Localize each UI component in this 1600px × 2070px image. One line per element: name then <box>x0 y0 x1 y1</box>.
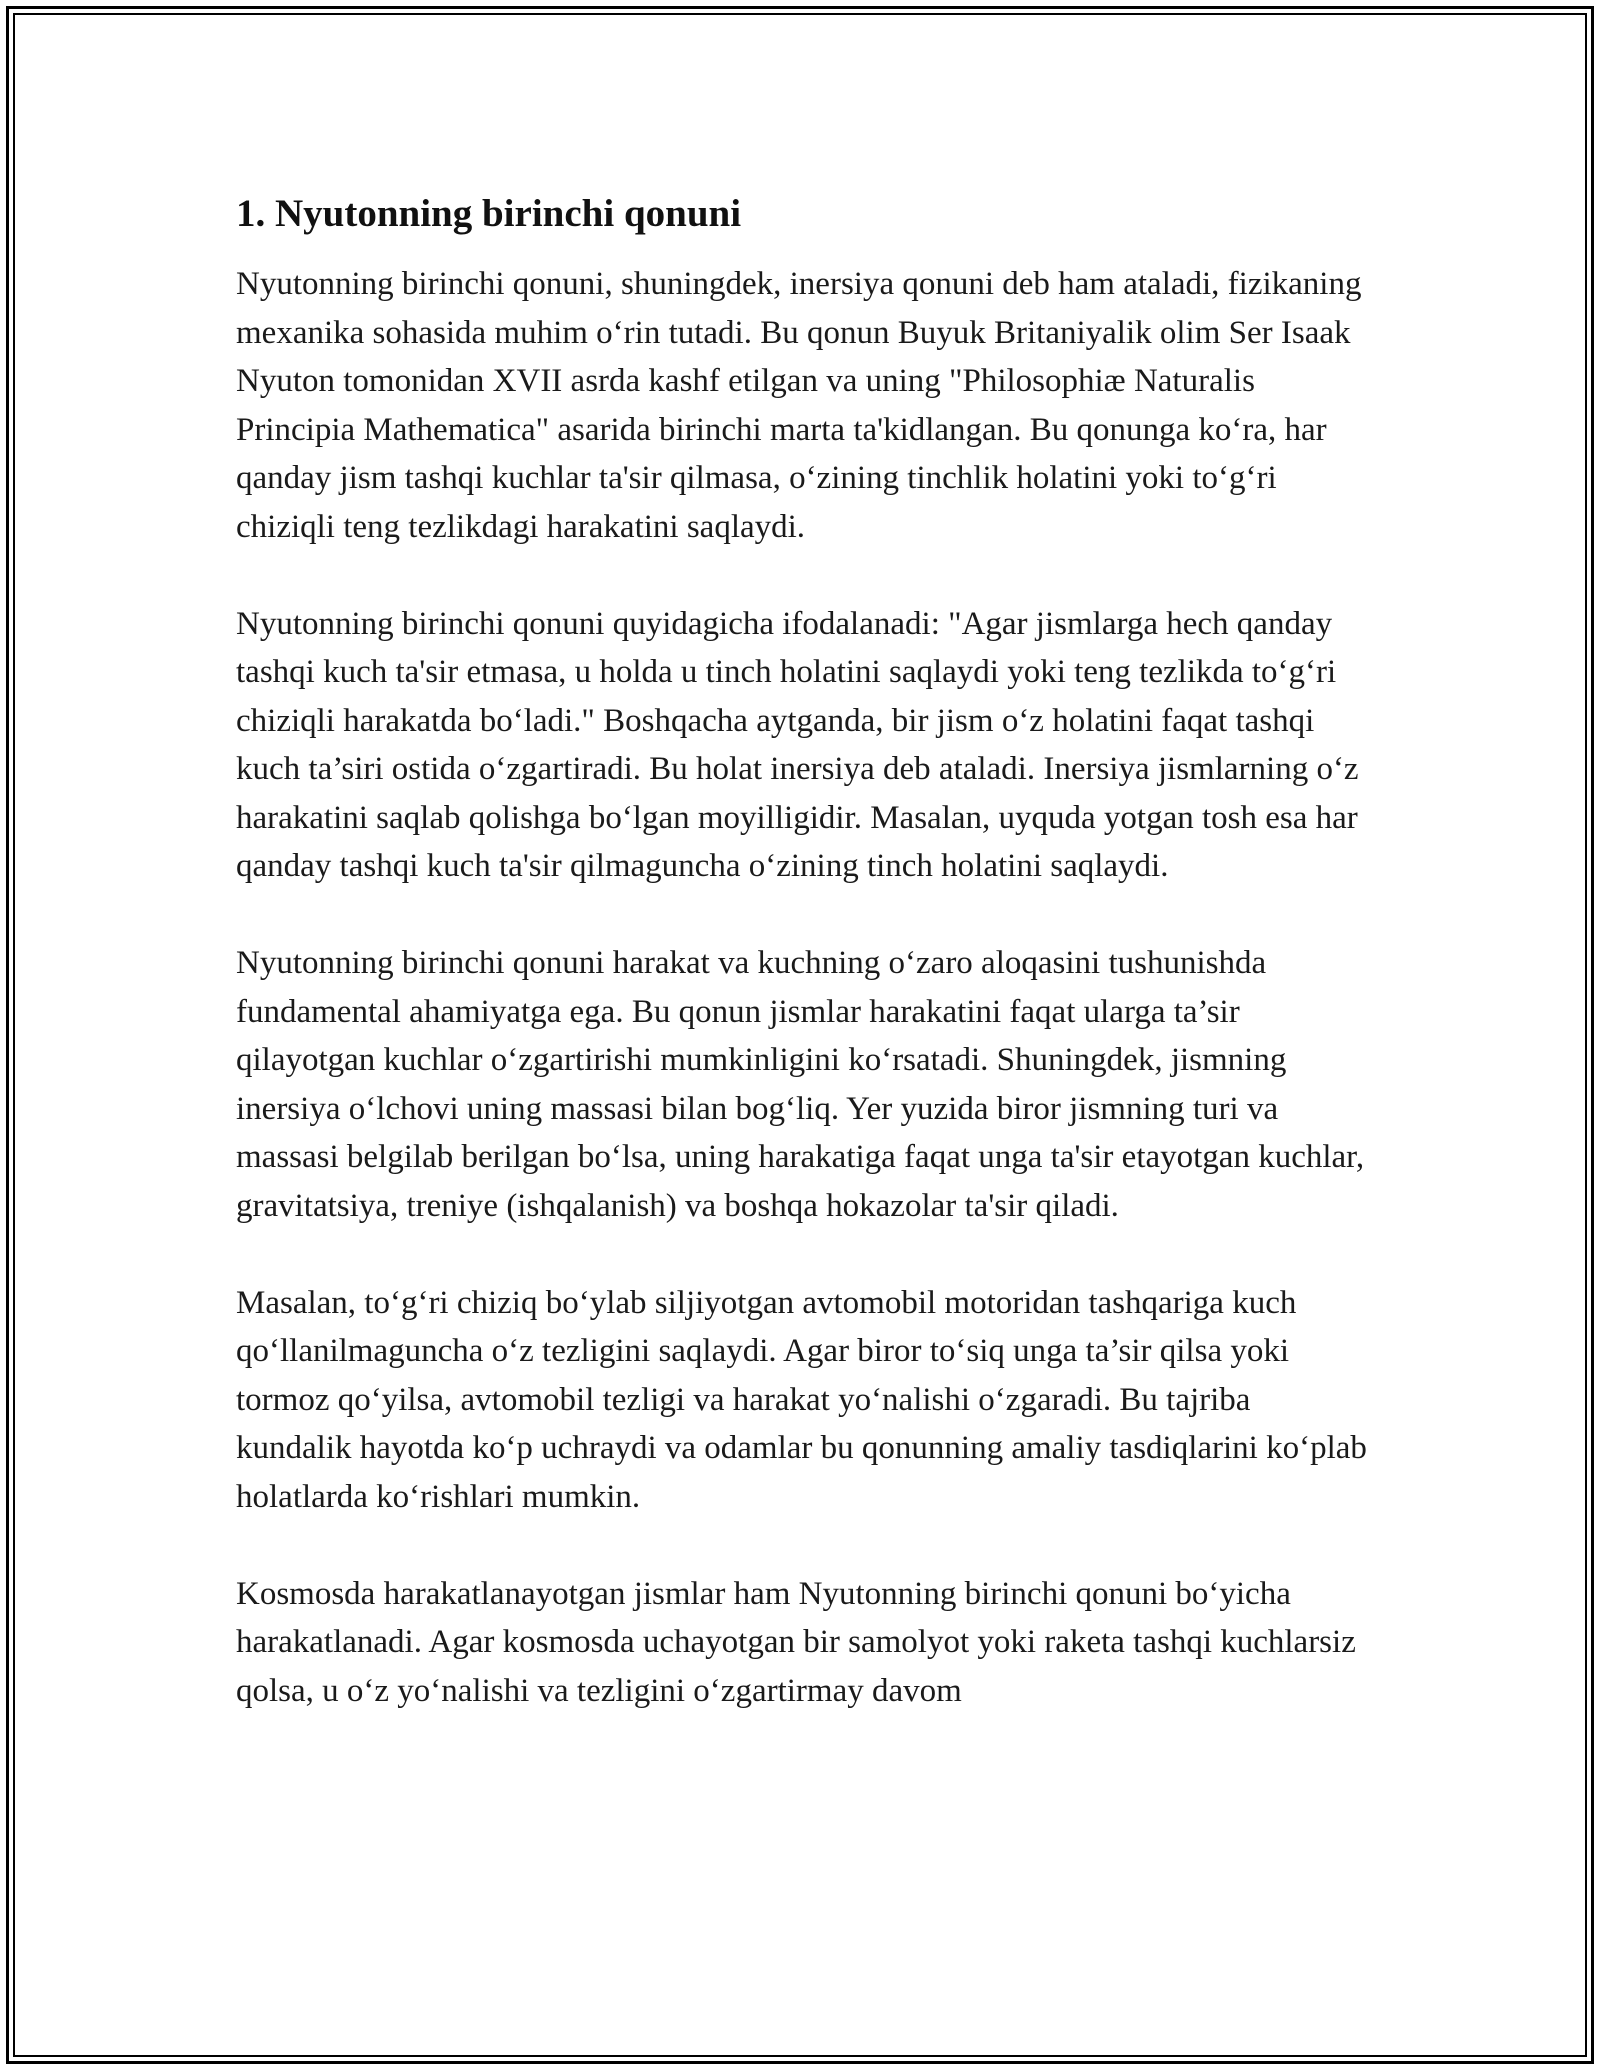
paragraph-4: Masalan, to‘g‘ri chiziq bo‘ylab siljiyotgan avtomobil motoridan tashqariga kuch qo‘llanilmaguncha o‘z tezligini saqlaydi. Agar biror to‘siq unga ta’sir qilsa yoki tormoz qo‘yilsa, avtomobil tezligi va harakat yo‘nalishi o‘zgaradi. Bu tajriba kundalik hayotda ko‘p uchraydi va odamlar bu qonunning amaliy tasdiqlarini ko‘plab holatlarda ko‘rishlari mumkin. <box>236 1284 1367 1515</box>
paragraph-5: Kosmosda harakatlanayotgan jismlar ham Nyutonning birinchi qonuni bo‘yicha harakatlanadi. Agar kosmosda uchayotgan bir samolyot yoki raketa tashqi kuchlarsiz qolsa, u o‘z yo‘nalishi va tezligini o‘zgartirmay davom <box>236 1575 1356 1709</box>
paragraph-3: Nyutonning birinchi qonuni harakat va kuchning o‘zaro aloqasini tushunishda fundamental ahamiyatga ega. Bu qonun jismlar harakatini faqat ularga ta’sir qilayotgan kuchlar o‘zgartirishi mumkinligini ko‘rsatadi. Shuningdek, jismning inersiya o‘lchovi uning massasi bilan bog‘liq. Yer yuzida biror jismning turi va massasi belgilab berilgan bo‘lsa, uning harakatiga faqat unga ta'sir etayotgan kuchlar, gravitatsiya, treniye (ishqalanish) va boshqa hokazolar ta'sir qiladi. <box>236 945 1365 1224</box>
paragraph-2: Nyutonning birinchi qonuni quyidagicha ifodalanadi: "Agar jismlarga hech qanday tashqi kuch ta'sir etmasa, u holda u tinch holatini saqlaydi yoki teng tezlikda to‘g‘ri chiziqli harakatda bo‘ladi." Boshqacha aytganda, bir jism o‘z holatini faqat tashqi kuch ta’siri ostida o‘zgartiradi. Bu holat inersiya deb ataladi. Inersiya jismlarning o‘z harakatini saqlab qolishga bo‘lgan moyilligidir. Masalan, uyquda yotgan tosh esa har qanday tashqi kuch ta'sir qilmaguncha o‘zining tinch holatini saqlaydi. <box>236 605 1359 884</box>
document-body <box>236 188 1371 1764</box>
section-heading: 1. Nyutonning birinchi qonuni <box>236 192 742 235</box>
paragraph-1: Nyutonning birinchi qonuni, shuningdek, inersiya qonuni deb ham ataladi, fizikaning mexanika sohasida muhim o‘rin tutadi. Bu qonun Buyuk Britaniyalik olim Ser Isaak Nyuton tomonidan XVII asrda kashf etilgan va uning "Philosophiæ Naturalis Principia Mathematica" asarida birinchi marta ta'kidlangan. Bu qonunga ko‘ra, har qanday jism tashqi kuchlar ta'sir qilmasa, o‘zining tinchlik holatini yoki to‘g‘ri chiziqli teng tezlikdagi harakatini saqlaydi. <box>236 266 1362 545</box>
